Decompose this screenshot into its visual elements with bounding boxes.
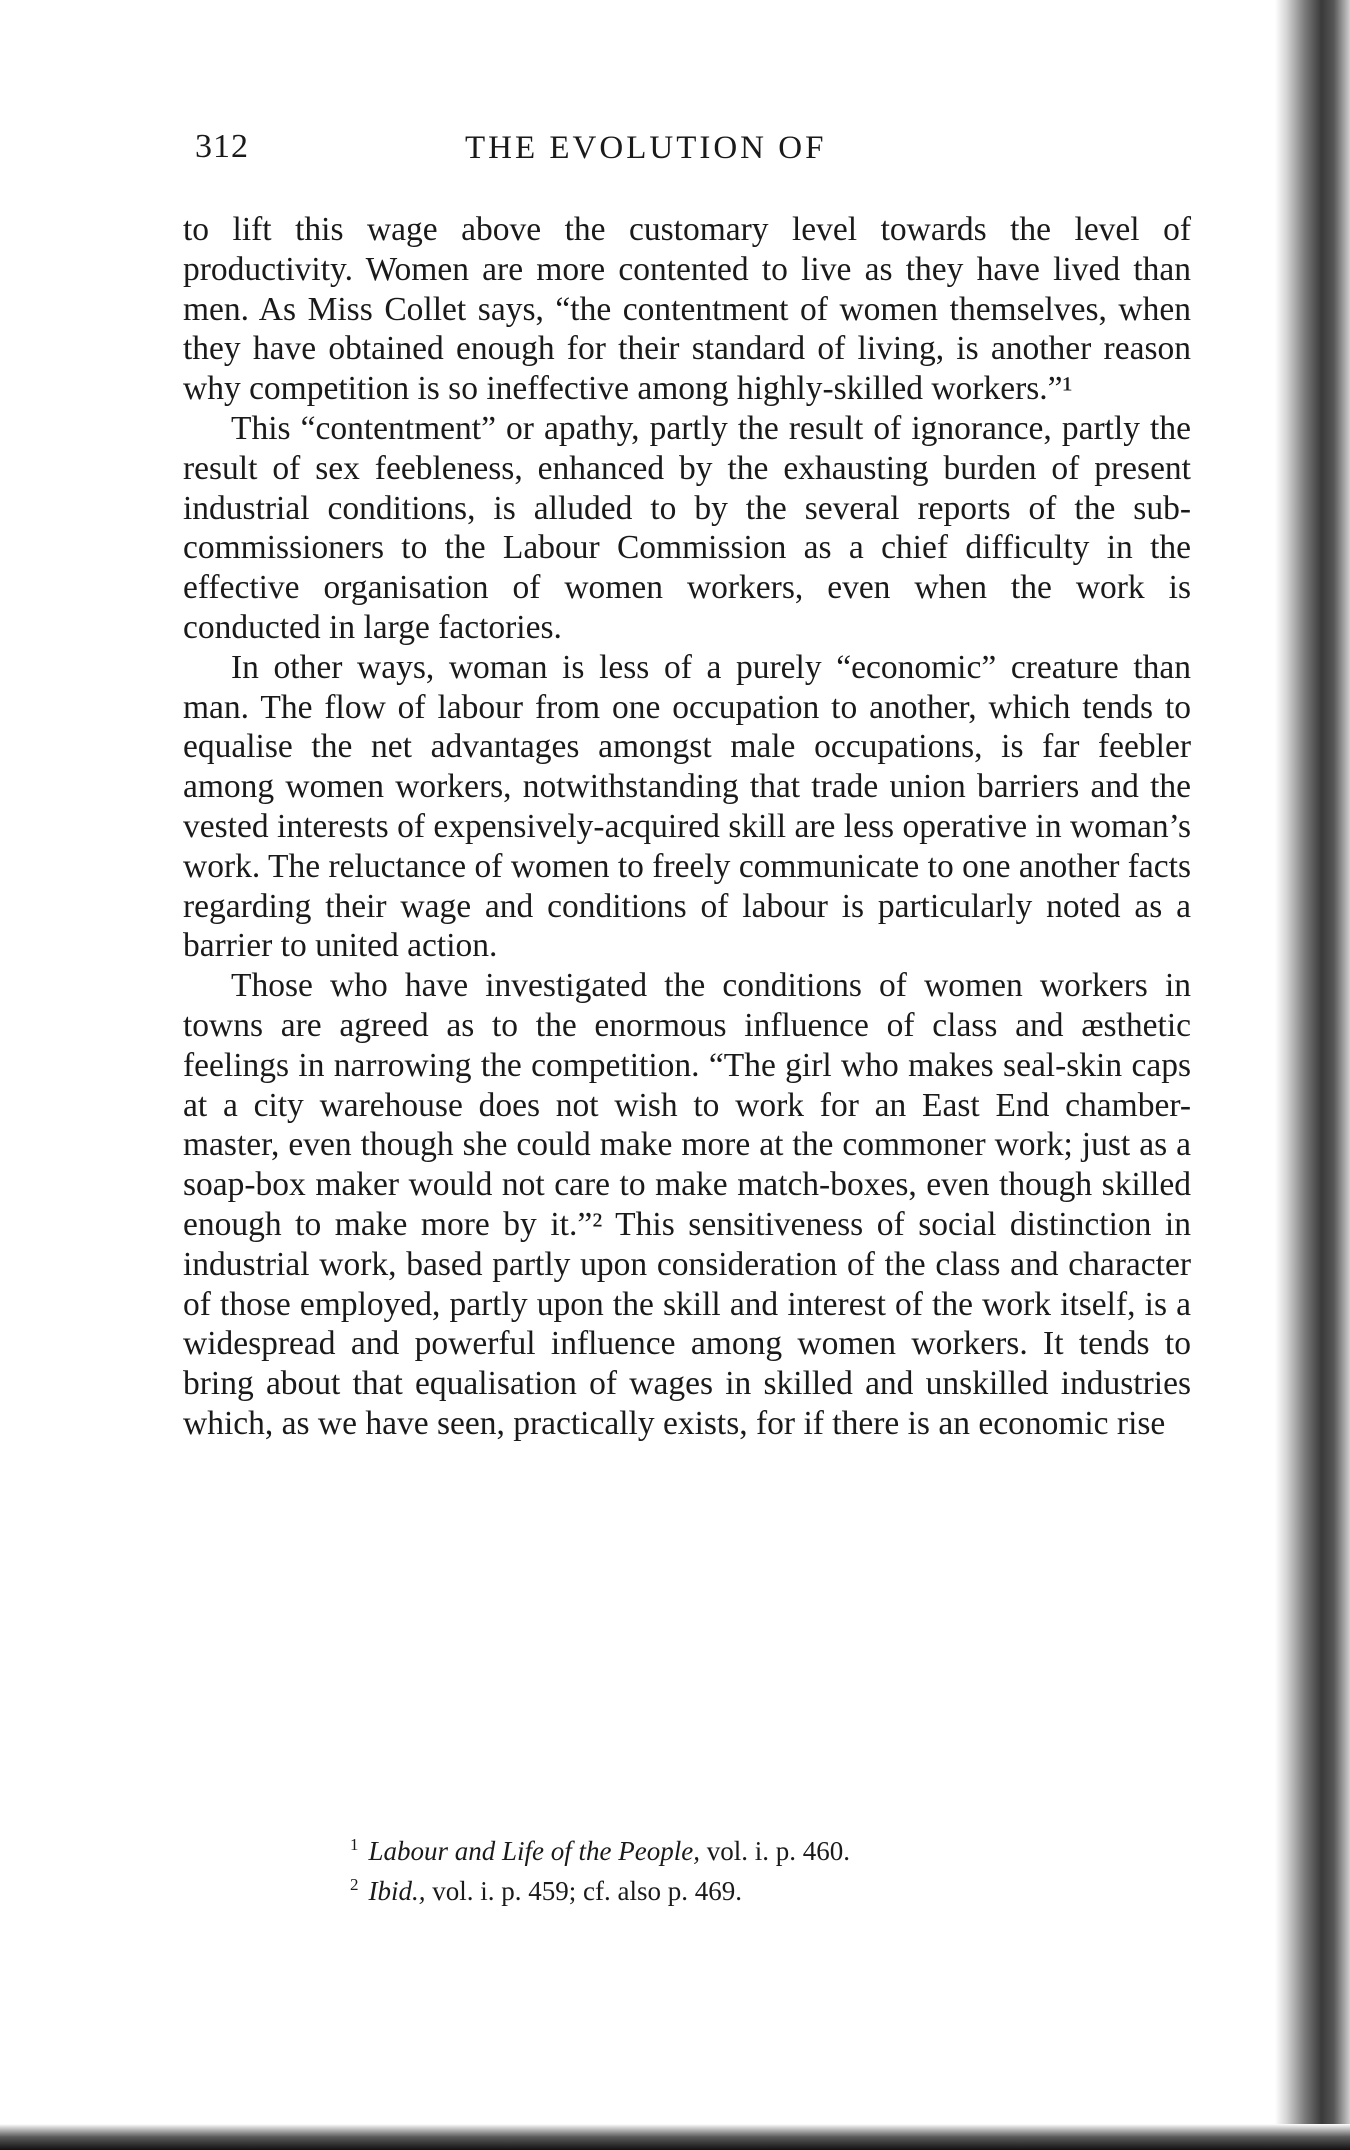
footnote	[350, 1868, 1190, 1908]
paragraph: This “contentment” or apathy, partly the result of ignorance, partly the result of sex feebleness, enhanced by the exhausting burden of present industrial conditions, is alluded to by the several reports of the sub-commissioners to the Labour Commission as a chief difficulty in the effective organisation of women workers, even when the work is conducted in large factories.	[183, 409, 1191, 646]
paragraph: to lift this wage above the customary level towards the level of productivity. Women are more contented to live as they have lived than men. As Miss Collet says, “the contentment of women themselves, when they have obtained enough for their standard of living, is another reason why competition is so ineffective among highly-skilled workers.”¹	[183, 211, 1191, 408]
footnote-citation: Ibid.,	[368, 1876, 426, 1906]
page-number: 312	[195, 128, 249, 165]
footnote-mark: 2	[350, 1875, 359, 1894]
footnote	[350, 1828, 1190, 1868]
footnotes	[350, 1828, 1190, 1908]
paragraph: In other ways, woman is less of a purely “economic” creature than man. The flow of labour from one occupation to another, which tends to equalise the net advantages amongst male occupations, is far feebler among women workers, notwithstanding that trade union barriers and the vested interests of expensively-acquired skill are less operative in woman’s work. The reluctance of women to freely communicate to one another facts regarding their wage and conditions of labour is particularly noted as a barrier to united action.	[183, 648, 1191, 965]
paragraph: Those who have investigated the conditions of women workers in towns are agreed as to the enormous influence of class and æsthetic feelings in narrowing the competition. “The girl who makes seal-skin caps at a city warehouse does not wish to work for an East End chamber-master, even though she could make more at the commoner work; just as a soap-box maker would not care to make match-boxes, even though skilled enough to make more by it.”² This sensitiveness of social distinction in industrial work, based partly upon consideration of the class and character of those employed, partly upon the skill and interest of the work itself, is a widespread and powerful influence among women workers. It tends to bring about that equalisation of wages in skilled and unskilled industries which, as we have seen, practically exists, for if there is an economic rise	[183, 967, 1191, 1442]
body-text	[183, 210, 1191, 1444]
footnote-detail: vol. i. p. 460.	[699, 1836, 850, 1866]
running-head	[195, 128, 1195, 178]
bottom-edge-shadow	[0, 2124, 1350, 2150]
page-edge-shadow	[1275, 0, 1350, 2150]
running-head-title: THE EVOLUTION OF	[465, 130, 827, 166]
footnote-mark: 1	[350, 1835, 359, 1854]
footnote-detail: vol. i. p. 459; cf. also p. 469.	[425, 1876, 742, 1906]
footnote-citation: Labour and Life of the People,	[368, 1836, 700, 1866]
